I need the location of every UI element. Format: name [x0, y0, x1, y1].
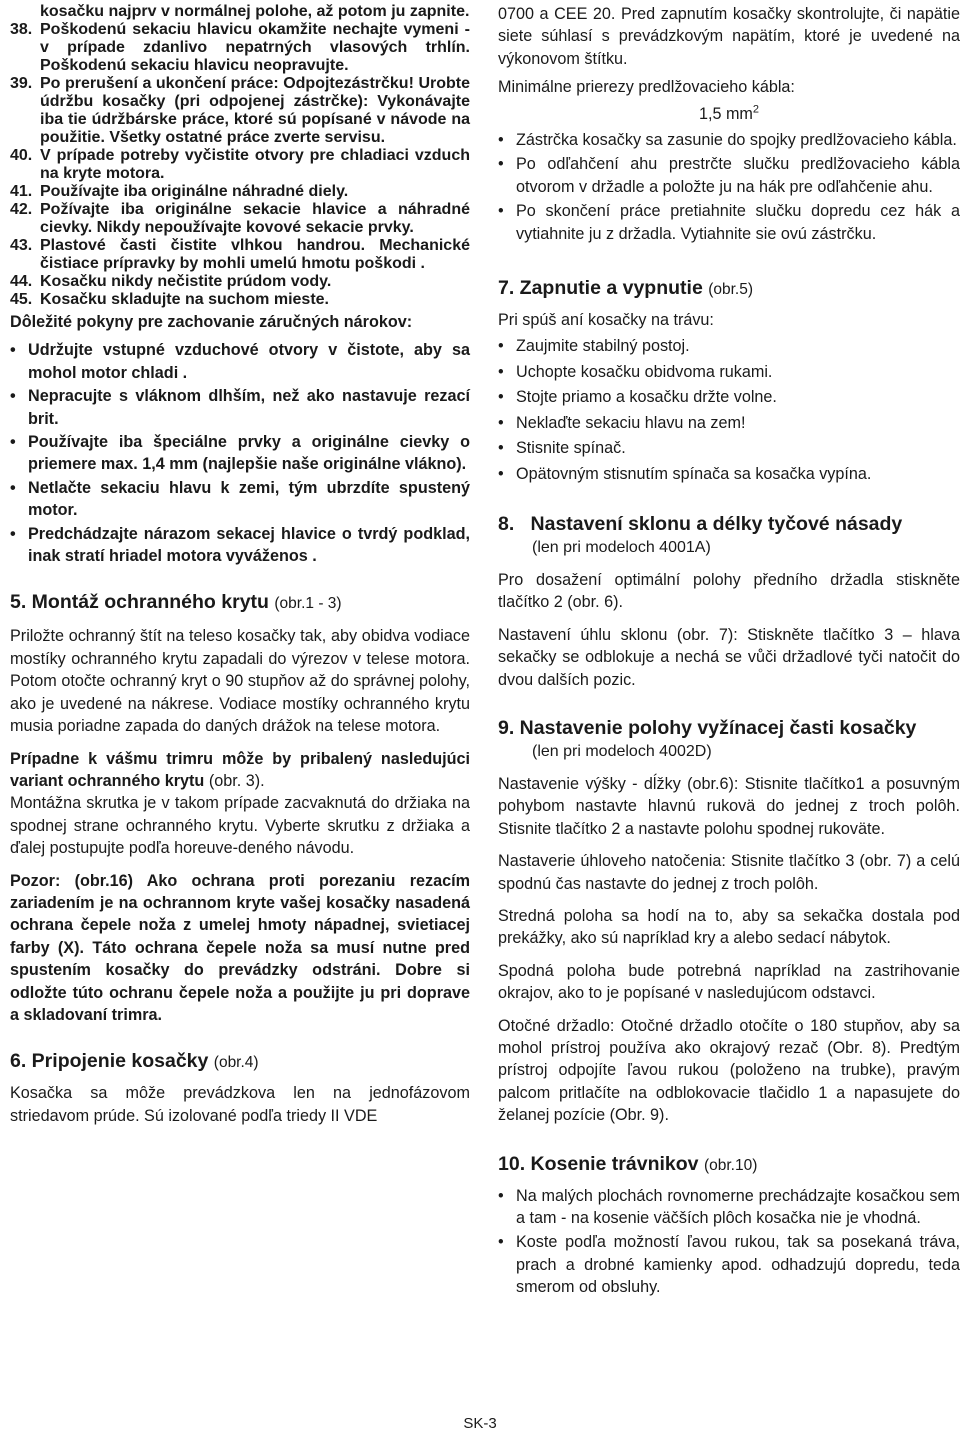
bullet-item — [498, 1185, 960, 1230]
bullet-item — [10, 523, 470, 568]
section-7-title: 7. Zapnutie a vypnutie (obr.5) — [498, 277, 754, 300]
bullet-text: Predchádzajte nárazom sekacej hlavice o tvrdý podklad, inak stratí hriadel motora vyváženos . — [28, 524, 470, 566]
bullet-icon: • — [498, 413, 504, 432]
bullet-icon: • — [10, 387, 16, 406]
item-number: 40. — [10, 147, 33, 164]
bullet-item — [10, 339, 470, 384]
numbered-item — [10, 273, 470, 291]
section-8-paragraph-1: Pro dosažení optimální polohy předního držadla stiskněte tlačítko 2 (obr. 6). — [498, 570, 960, 612]
numbered-item — [10, 201, 470, 237]
item-text: Plastové časti čistite vlhkou handrou. Mechanické čistiace prípravky by mohli umelú hmotu poškodi . — [40, 237, 470, 272]
bullet-text: Po skončení práce pretiahnite slučku dopredu cez hák a vytiahnite ju z držadla. Vytiahnite sie ovú zástrčku. — [516, 202, 960, 243]
cable-list — [498, 129, 960, 245]
numbered-item — [10, 21, 470, 75]
bullet-text: Stojte priamo a kosačku držte volne. — [516, 388, 777, 407]
section-5-title: 5. Montáž ochranného krytu (obr.1 - 3) — [10, 591, 342, 614]
bullet-icon: • — [498, 202, 504, 221]
section-5-paragraph-2: Prípadne k vášmu trimru môže by pribalený nasledujúci variant ochranného krytu (obr. 3). — [10, 749, 470, 790]
cable-cross-section-value: 1,5 $mm^2$ — [698, 103, 760, 123]
bullet-icon: • — [498, 439, 504, 458]
bullet-icon: • — [10, 433, 16, 452]
bullet-text: Po odľahčení ahu prestrčte slučku predlžovacieho kábla otvorom v držadle a položte ju na hák pre odľahčenie ahu. — [516, 155, 960, 196]
item-number: 41. — [10, 183, 33, 200]
bullet-item — [498, 153, 960, 198]
bullet-icon: • — [498, 131, 504, 150]
bullet-icon: • — [498, 1233, 504, 1252]
section-9-subtitle: (len pri modeloch 4002D) — [532, 742, 712, 760]
bullet-item — [10, 385, 470, 430]
section-8-title: 8. Nastavení sklonu a délky tyčové násady — [498, 512, 903, 535]
item-text: Kosačku nikdy nečistite prúdom vody. — [40, 273, 332, 290]
section-9-paragraph-1: Nastavenie výšky - dĺžky (obr.6): Stisnite tlačítko1 a posuvným pohybom nastavte hlavnú rukovä do jednej z troch polôh. Stisnite tlačítko 2 a nastavte polohu spodnej rukoväte. — [498, 774, 960, 838]
numbered-item — [10, 147, 470, 183]
bullet-text: Neklaďte sekaciu hlavu na zem! — [516, 413, 746, 432]
item-number: 38. — [10, 21, 33, 38]
numbered-list — [10, 21, 470, 309]
item-number: 39. — [10, 75, 33, 92]
section-5-paragraph-3: Montážna skrutka je v takom prípade zacvaknutá do držiaka na spodnej strane ochranného krytu. Vyberte skrutku z držiaka a ďalej postupujte podľa horeuve-deného návodu. — [10, 794, 470, 858]
item-number: 45. — [10, 291, 33, 308]
item-number: 43. — [10, 237, 33, 254]
bullet-icon: • — [498, 362, 504, 381]
bullet-text: Zaujmite stabilný postoj. — [516, 337, 690, 356]
item-text: Používajte iba originálne náhradné diely. — [40, 183, 349, 200]
left-column — [10, 0, 470, 1127]
item-text: V prípade potreby vyčistite otvory pre chladiaci vzduch na kryte motora. — [40, 147, 470, 182]
section-9-paragraph-3: Stredná poloha sa hodí na to, aby sa sekačka dostala pod prekážky, ako sú napríklad kry a alebo sedací nábytok. — [498, 906, 960, 948]
bullet-item — [10, 477, 470, 522]
section-5-paragraph-1: Priložte ochranný štít na teleso kosačky tak, aby obidva vodiace mostíky ochranného krytu zapadali do výrezov v telese motora. Potom otočte ochranný kryt o 90 stupňov až do správnej polohy, ako je uvedené na nákrese. Vodiace mostíky ochranného krytu musia poriadne zapada do daných drážok na telese motora. — [10, 627, 470, 736]
bullet-text: Netlačte sekaciu hlavu k zemi, tým ubrzdíte spustený motor. — [28, 478, 470, 520]
item-number: 44. — [10, 273, 33, 290]
bullet-text: Zástrčka kosačky sa zasunie do spojky predlžovacieho kábla. — [516, 131, 957, 150]
section-9-paragraph-2: Nastaverie úhloveho natočenia: Stisnite tlačítko 3 (obr. 7) a celú spodnú čas nastavte do jednej z troch polôh. — [498, 852, 960, 893]
section-5-warning: Pozor: (obr.16) Ako ochrana proti porezaniu rezacím zariadením je na ochrannom kryte vašej kosačky nasadená ochrana čepele noža z umelej hmoty nápadnej, svietiacej farby (X). Táto ochrana čepele noža sa musí nutne pred spustením kosačky do prevádzky odstráni. Dobre si odložte túto ochranu čepele noža a použijte ju pri doprave a skladovaní trimra. — [10, 871, 470, 1024]
bullet-item — [498, 463, 960, 485]
bullet-icon: • — [498, 464, 504, 483]
item-number: 42. — [10, 201, 33, 218]
page-number: SK-3 — [463, 1415, 497, 1432]
bullet-item — [498, 437, 960, 459]
bullet-text: Uchopte kosačku obidvoma rukami. — [516, 362, 773, 381]
cable-cross-section-label: Minimálne prierezy predlžovacieho kábla: — [498, 78, 795, 97]
section-9-paragraph-5: Otočné držadlo: Otočné držadlo otočíte o 180 stupňov, aby sa mohol prístroj používa ako okrajový rezač (Obr. 8). Predtým prístroj odpojíte ľavou rukou (položeno na trubke), pravým palcom pritlačíte na odblokovacie tlačidlo 1 a napasujete do želanej pozície (Obr. 9). — [498, 1016, 960, 1125]
numbered-item — [10, 183, 470, 201]
warranty-title: Dôležité pokyny pre zachovanie záručných nárokov: — [10, 313, 413, 331]
bullet-item — [10, 431, 470, 476]
item-text: Po prerušení a ukončení práce: Odpojtezástrčku! Urobte údržbu kosačky (pri odpojenej zástrčke): Vykonávajte iba tie údržbárske práce, ktoré sú popísané v návode na použitie. Všetky ostatné práce zverte servisu. — [40, 75, 470, 146]
bullet-item — [498, 386, 960, 408]
item-text: Požívajte iba originálne sekacie hlavice a náhradné cievky. Nikdy nepoužívajte kovové sekacie prvky. — [40, 201, 470, 236]
right-column — [498, 0, 960, 1301]
bullet-text: Koste podľa možností ľavou rukou, tak sa posekaná tráva, prach a drobné kamienky apod. odhadzujú dopredu, teda smerom od obsluhy. — [516, 1233, 960, 1297]
section-6-paragraph: Kosačka sa môže prevádzkova len na jednofázovom striedavom prúde. Sú izolované podľa triedy II VDE — [10, 1084, 470, 1125]
section-8-paragraph-2: Nastavení úhlu sklonu (obr. 7): Stiskněte tlačítko 3 – hlava sekačky se odblokuje a nechá se vůči držadlové tyči natočit do dvou dalších pozic. — [498, 625, 960, 689]
section-10-title: 10. Kosenie trávnikov (obr.10) — [498, 1152, 758, 1175]
bullet-icon: • — [10, 524, 16, 543]
bullet-icon: • — [498, 1186, 504, 1205]
continuation-paragraph: 0700 a CEE 20. Pred zapnutím kosačky skontrolujte, či napätie siete súhlasí s prevádzkovým napätím, ktoré je uvedené na výkonovom štítku. — [498, 5, 960, 68]
section-8-subtitle: (len pri modeloch 4001A) — [532, 538, 711, 556]
section-10-list — [498, 1185, 960, 1299]
numbered-item — [10, 237, 470, 273]
bullet-text: Používajte iba špeciálne prvky a originálne cievky o priemere max. 1,4 mm (najlepšie naše originálne vlákno). — [28, 433, 470, 474]
bullet-text: Stisnite spínač. — [516, 439, 626, 458]
bullet-icon: • — [10, 478, 16, 497]
bullet-item — [498, 361, 960, 383]
section-9-title: 9. Nastavenie polohy vyžínacej časti kosačky — [498, 716, 917, 739]
item-text: Kosačku skladujte na suchom mieste. — [40, 291, 329, 308]
bullet-item — [498, 1231, 960, 1298]
bullet-text: Udržujte vstupné vzduchové otvory v čistote, aby sa mohol motor chladi . — [28, 341, 470, 382]
numbered-item — [10, 291, 470, 309]
section-7-intro: Pri spúš aní kosačky na trávu: — [498, 311, 714, 330]
bullet-item — [498, 129, 960, 151]
bullet-text: Na malých plochách rovnomerne prechádzajte kosačkou sem a tam - na kosenie väčších plôch kosačka nie je vhodná. — [516, 1186, 960, 1228]
bullet-icon: • — [498, 388, 504, 407]
bullet-icon: • — [498, 337, 504, 356]
warranty-list — [10, 339, 470, 567]
bullet-item — [498, 412, 960, 434]
section-7-list — [498, 335, 960, 484]
intro-continuation: kosačku najprv v normálnej polohe, až potom ju zapnite. — [40, 3, 470, 20]
bullet-icon: • — [10, 341, 16, 360]
bullet-text: Nepracujte s vláknom dlhším, než ako nastavuje rezací brit. — [28, 387, 470, 428]
numbered-item — [10, 75, 470, 147]
bullet-item — [498, 335, 960, 357]
section-6-title: 6. Pripojenie kosačky (obr.4) — [10, 1050, 259, 1073]
bullet-icon: • — [498, 155, 504, 174]
bullet-item — [498, 200, 960, 245]
item-text: Poškodenú sekaciu hlavicu okamžite nechajte vymeni - v prípade zdanlivo nepatrných vlasových trhlín. Poškodenú sekaciu hlavicu neopravujte. — [40, 21, 470, 74]
section-9-paragraph-4: Spodná poloha bude potrebná napríklad na zastrihovanie okrajov, ako to je popísané v nasledujúcom odstavci. — [498, 961, 960, 1003]
bullet-text: Opätovným stisnutím spínača sa kosačka vypína. — [516, 464, 872, 483]
